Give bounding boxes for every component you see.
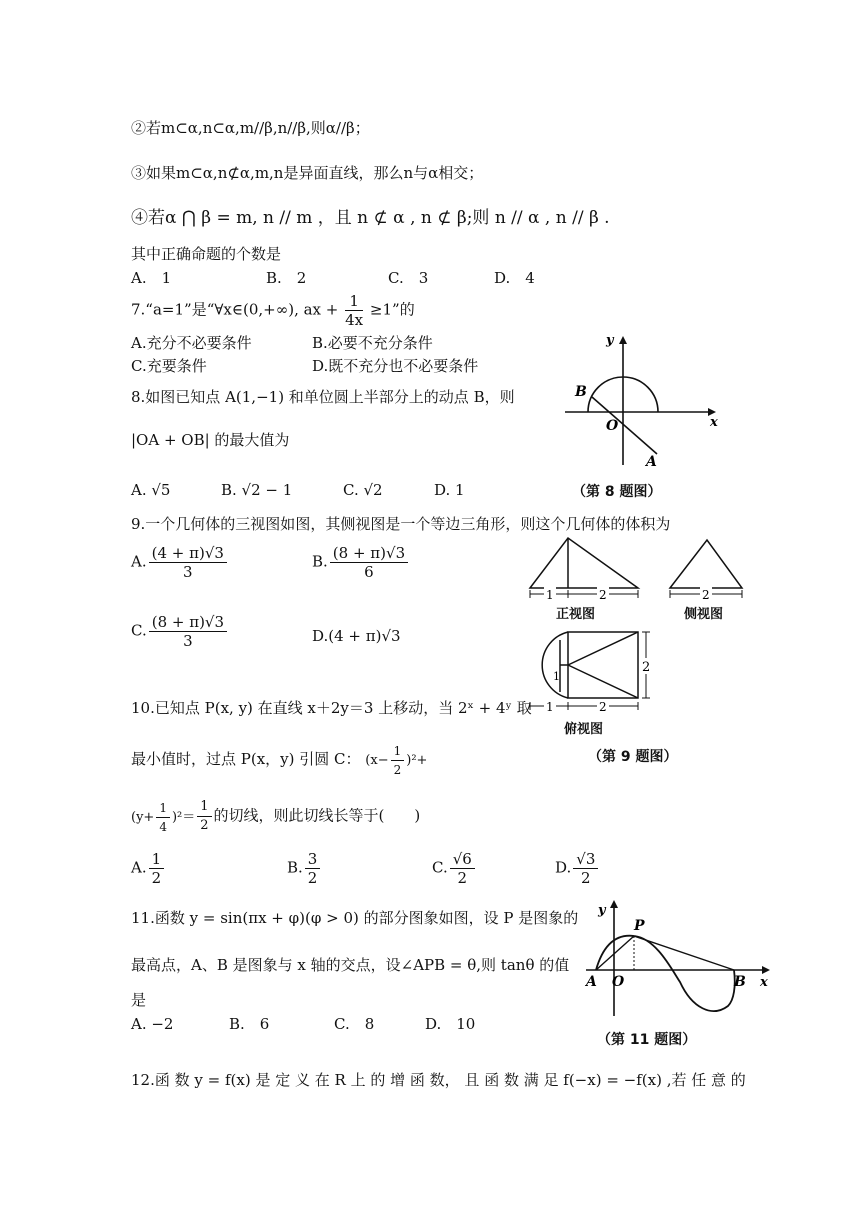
fig9-top-dim-1-vertical: 1 [553, 670, 560, 683]
fig11-segment-pb [634, 936, 734, 970]
fig8-label-y: y [606, 333, 614, 348]
q8-option-b: B. √2 − 1 [221, 481, 293, 499]
q10-q-num: 1 [156, 799, 170, 818]
q9-a-num: (4 + π)√3 [149, 544, 227, 563]
fig11-label-b: B [734, 974, 746, 990]
q9-stem: 9.一个几何体的三视图如图，其侧视图是一个等边三角形，则这个几何体的体积为 [131, 515, 671, 533]
q11-stem-b: 最高点，A、B 是图象与 x 轴的交点，设∠APB = θ,则 tanθ 的值 [131, 956, 570, 974]
q10-c-den: 2 [457, 869, 468, 887]
q10-option-a: A. $\frac{1}{2}$ [131, 850, 166, 887]
q10-stem-a: 10.已知点 P(x, y) 在直线 x＋2y＝3 上移动，当 2ˣ + 4ʸ 取 [131, 699, 532, 717]
q8-stem-a: 8.如图已知点 A(1,−1) 和单位圆上半部分上的动点 B，则 [131, 388, 515, 406]
q9-c-num: (8 + π)√3 [149, 613, 227, 632]
q10-d-num: √3 [573, 850, 598, 869]
fig9-side-view [670, 540, 742, 588]
q10-y-term: (y+ $\frac{1}{4}$ )²＝ [131, 800, 196, 834]
q7-stem-part-a: 7.“a=1”是“∀x∈(0,+∞), ax + [131, 300, 339, 319]
fig8-segment-ba [592, 397, 657, 454]
fig11-label-x: x [760, 975, 768, 990]
fig11-label-o: O [612, 974, 625, 990]
fig9-label-top: 俯视图 [564, 722, 604, 737]
q9-option-b-label: B. [312, 552, 328, 571]
q9-option-a-frac [149, 544, 227, 581]
q6-option-a: A. 1 [131, 269, 172, 287]
q11-option-d: D. 10 [425, 1015, 476, 1033]
figure-11-caption: （第 11 题图） [597, 1032, 697, 1048]
fig8-label-b: B [575, 384, 587, 400]
q8-option-d: D. 1 [434, 481, 465, 499]
q7-option-c: C.充要条件 [131, 357, 207, 375]
q9-option-b [312, 544, 410, 581]
q10-r-den: 2 [200, 818, 209, 833]
q10-stem-c-text: 的切线，则此切线长等于( ) [213, 806, 421, 825]
q9-option-a-label: A. [131, 552, 147, 571]
q11-option-b: B. 6 [229, 1015, 270, 1033]
q11-option-c: C. 8 [334, 1015, 375, 1033]
q7-fraction [345, 292, 363, 329]
q7-stem [131, 292, 415, 329]
q6-option-d: D. 4 [494, 269, 535, 287]
q10-option-c: C. $\frac{√6}{2}$ [432, 850, 477, 887]
figure-11-sine-graph [582, 898, 772, 1020]
fig9-top-dim-2-vertical: 2 [642, 660, 651, 675]
q10-option-d: D. $\frac{√3}{2}$ [555, 850, 600, 887]
q8-stem-b: |OA + OB| 的最大值为 [131, 431, 290, 449]
figure-8-unit-circle [560, 330, 730, 470]
q9-option-c-frac [149, 613, 227, 650]
q10-r-num: 1 [197, 798, 211, 817]
fig8-label-a: A [646, 454, 657, 470]
fig8-label-o: O [606, 418, 619, 434]
q10-d-den: 2 [581, 869, 591, 887]
fig9-front-view [530, 538, 638, 588]
q6-option-b: B. 2 [266, 269, 307, 287]
figure-9-caption: （第 9 题图） [588, 749, 678, 765]
statement-4: ④若α ⋂ β = m, n // m ，且 n ⊄ α , n ⊄ β;则 n // α , n // β . [131, 208, 610, 228]
q7-frac-den: 4x [345, 311, 364, 329]
statement-3: ③如果m⊂α,n⊄α,m,n是异面直线，那么n与α相交； [131, 164, 484, 182]
fig8-y-arrow [619, 336, 627, 344]
fig9-label-front: 正视图 [556, 607, 596, 622]
figure-8-caption: （第 8 题图） [572, 484, 662, 500]
q7-frac-num: 1 [345, 292, 363, 311]
q11-option-a: A. −2 [131, 1015, 174, 1033]
q9-c-den: 3 [183, 632, 193, 650]
q10-a-num: 1 [149, 850, 165, 869]
figure-9-three-views [520, 532, 750, 742]
q10-option-b: B. $\frac{3}{2}$ [287, 850, 322, 887]
statement-2: ②若m⊂α,n⊂α,m//β,n//β,则α//β； [131, 119, 370, 137]
q10-half-den: 2 [393, 763, 402, 777]
fig11-x-arrow [762, 966, 770, 974]
q10-x-term: (x− $\frac{1}{2}$ )²+ [365, 744, 428, 777]
fig9-top-rectangle [568, 632, 638, 698]
q9-option-c [131, 613, 229, 650]
q7-option-a: A.充分不必要条件 [131, 334, 252, 352]
q11-stem-a: 11.函数 y = sin(πx + φ)(φ > 0) 的部分图象如图，设 P 是图象的 [131, 909, 579, 927]
fig11-label-a: A [586, 974, 597, 990]
q9-option-a [131, 544, 229, 581]
q12-stem: 12.函 数 y = f(x) 是 定 义 在 R 上 的 增 函 数， 且 函 数 满 足 f(−x) = −f(x) ,若 任 意 的 [131, 1071, 746, 1089]
q9-b-num: (8 + π)√3 [330, 544, 408, 563]
fig9-top-inner-line2 [568, 665, 638, 698]
q6-stem: 其中正确命题的个数是 [131, 245, 282, 263]
q8-option-c: C. √2 [343, 481, 383, 499]
q10-stem-b-text: 最小值时，过点 P(x，y) 引圆 C： [131, 750, 361, 768]
fig9-top-inner-line1 [568, 632, 638, 665]
fig9-label-side: 侧视图 [684, 607, 724, 622]
fig11-segment-pa [596, 936, 634, 970]
fig9-front-dim-1: 1 [546, 588, 554, 602]
q10-stem-b [131, 742, 427, 779]
q11-stem-c: 是 [131, 991, 147, 1009]
q10-b-den: 2 [307, 869, 318, 887]
q10-half-num: 1 [391, 742, 405, 761]
fig8-label-x: x [710, 415, 718, 430]
q9-option-d: D.(4 + π)√3 [312, 627, 401, 645]
q9-b-den: 6 [364, 563, 374, 581]
fig9-side-dim-2: 2 [702, 588, 710, 602]
fig11-label-y: y [598, 903, 606, 918]
q6-option-c: C. 3 [388, 269, 429, 287]
fig9-top-dim-1: 1 [546, 700, 554, 714]
q10-stem-c [131, 798, 420, 836]
q10-q-den: 4 [159, 819, 167, 834]
q10-c-num: √6 [450, 850, 475, 869]
q9-option-c-label: C. [131, 621, 147, 640]
fig11-y-arrow [610, 900, 618, 908]
fig9-front-dim-2: 2 [599, 588, 607, 602]
q7-option-d: D.既不充分也不必要条件 [312, 357, 479, 375]
q8-option-a: A. √5 [131, 481, 171, 499]
q7-stem-part-b: ≥1”的 [369, 300, 415, 319]
fig11-label-p: P [634, 918, 645, 934]
q9-option-b-frac [330, 544, 408, 581]
q10-a-den: 2 [151, 869, 162, 887]
q10-b-num: 3 [305, 850, 321, 869]
q9-a-den: 3 [182, 563, 193, 581]
q7-option-b: B.必要不充分条件 [312, 334, 433, 352]
fig9-top-dim-2: 2 [599, 700, 607, 714]
